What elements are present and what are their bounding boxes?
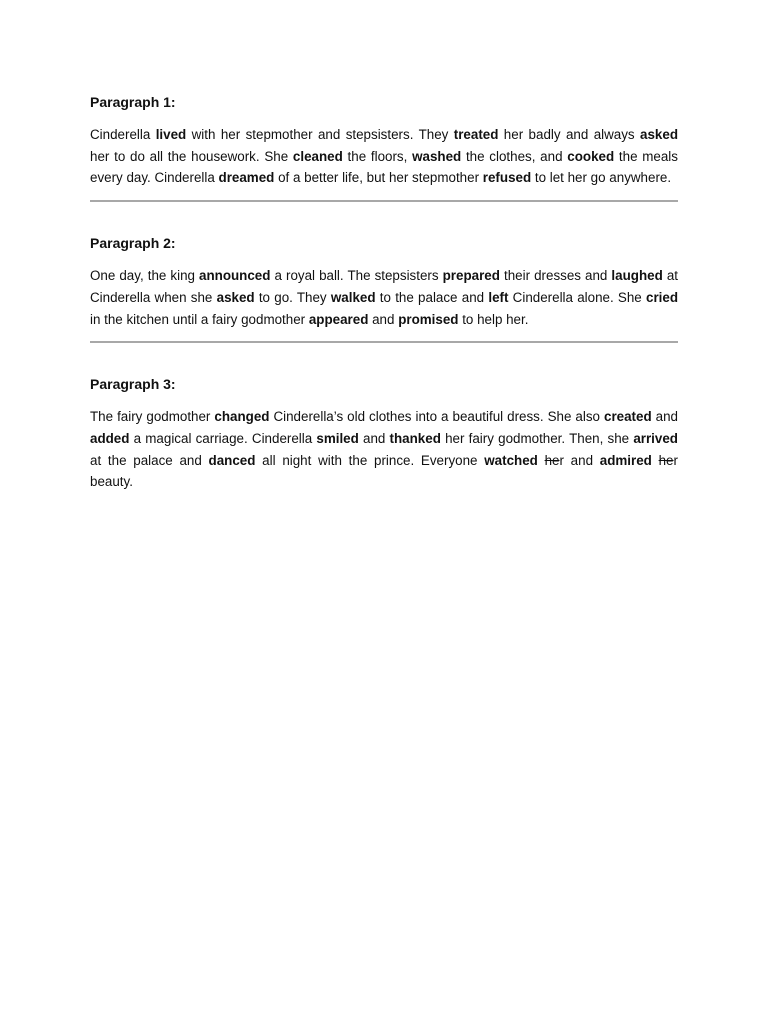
text-run: at the palace and	[90, 452, 209, 468]
highlighted-verb: asked	[640, 127, 678, 142]
text-run: a magical carriage. Cinderella	[129, 430, 317, 446]
highlighted-verb: cleaned	[292, 148, 343, 164]
highlighted-verb: lived	[155, 127, 187, 142]
highlighted-verb: asked	[216, 289, 255, 305]
highlighted-verb: left	[488, 289, 509, 305]
text-run	[652, 453, 659, 468]
text-run: all night with the prince. Everyone	[255, 452, 485, 468]
text-run: of a better life, but her stepmother	[274, 170, 483, 186]
highlighted-verb: cried	[646, 289, 679, 305]
text-run: and	[358, 430, 390, 446]
document-page	[90, 92, 678, 493]
strikethrough-text: he	[658, 452, 674, 468]
highlighted-verb: laughed	[611, 268, 663, 284]
text-run: the floors,	[342, 148, 413, 164]
section-divider	[90, 341, 678, 343]
text-run: r and	[559, 452, 600, 468]
text-run: with her stepmother and stepsisters. They	[186, 127, 454, 142]
text-run: the meals every day. Cinderella	[90, 148, 678, 186]
text-run: Cinderella alone. She	[508, 289, 646, 305]
section-title: Paragraph 2:	[90, 235, 176, 252]
paragraph-section-1	[90, 92, 678, 189]
text-run: a royal ball. The stepsisters	[270, 268, 443, 284]
text-run: to help her.	[458, 311, 529, 327]
highlighted-verb: smiled	[316, 430, 359, 446]
highlighted-verb: changed	[214, 409, 270, 425]
text-run: her to do all the housework. She	[90, 148, 293, 164]
text-run: the clothes, and	[461, 148, 568, 164]
highlighted-verb: danced	[208, 452, 256, 468]
highlighted-verb: washed	[412, 148, 462, 164]
text-run: Cinderella’s old clothes into a beautiful dress. She also	[269, 409, 604, 425]
text-run: One day, the king	[90, 268, 200, 284]
text-run: her fairy godmother. Then, she	[440, 430, 634, 446]
highlighted-verb: promised	[398, 311, 459, 327]
section-title: Paragraph 3:	[90, 376, 176, 393]
highlighted-verb: dreamed	[218, 170, 275, 186]
highlighted-verb: arrived	[633, 430, 678, 446]
section-divider	[90, 200, 678, 202]
paragraph-section-2	[90, 233, 678, 330]
text-run: The fairy godmother	[90, 409, 215, 425]
highlighted-verb: admired	[599, 452, 652, 468]
text-run: her badly and always	[498, 127, 641, 142]
highlighted-verb: thanked	[389, 430, 441, 446]
highlighted-verb: cooked	[567, 148, 615, 164]
paragraph-body	[90, 124, 678, 189]
text-run: and	[651, 409, 678, 425]
highlighted-verb: announced	[199, 268, 271, 284]
highlighted-verb: added	[90, 430, 130, 446]
text-run	[538, 453, 545, 468]
highlighted-verb: watched	[484, 452, 538, 468]
highlighted-verb: walked	[330, 289, 376, 305]
highlighted-verb: appeared	[308, 311, 369, 327]
highlighted-verb: prepared	[442, 268, 500, 284]
text-run: to let her go anywhere.	[531, 170, 672, 186]
text-run: to go. They	[254, 289, 331, 305]
paragraph-section-3	[90, 374, 678, 493]
highlighted-verb: treated	[453, 127, 499, 142]
text-run: and	[368, 311, 399, 327]
paragraph-body	[90, 406, 678, 493]
text-run: r beauty.	[90, 452, 678, 490]
text-run: at Cinderella when she	[90, 268, 678, 305]
text-run: Cinderella	[90, 127, 156, 142]
text-run: in the kitchen until a fairy godmother	[90, 311, 309, 327]
section-title: Paragraph 1:	[90, 94, 176, 110]
strikethrough-text: he	[544, 452, 560, 468]
highlighted-verb: refused	[482, 170, 532, 186]
highlighted-verb: created	[604, 409, 652, 425]
paragraph-body	[90, 265, 678, 330]
text-run: to the palace and	[375, 289, 489, 305]
text-run: their dresses and	[499, 268, 612, 284]
